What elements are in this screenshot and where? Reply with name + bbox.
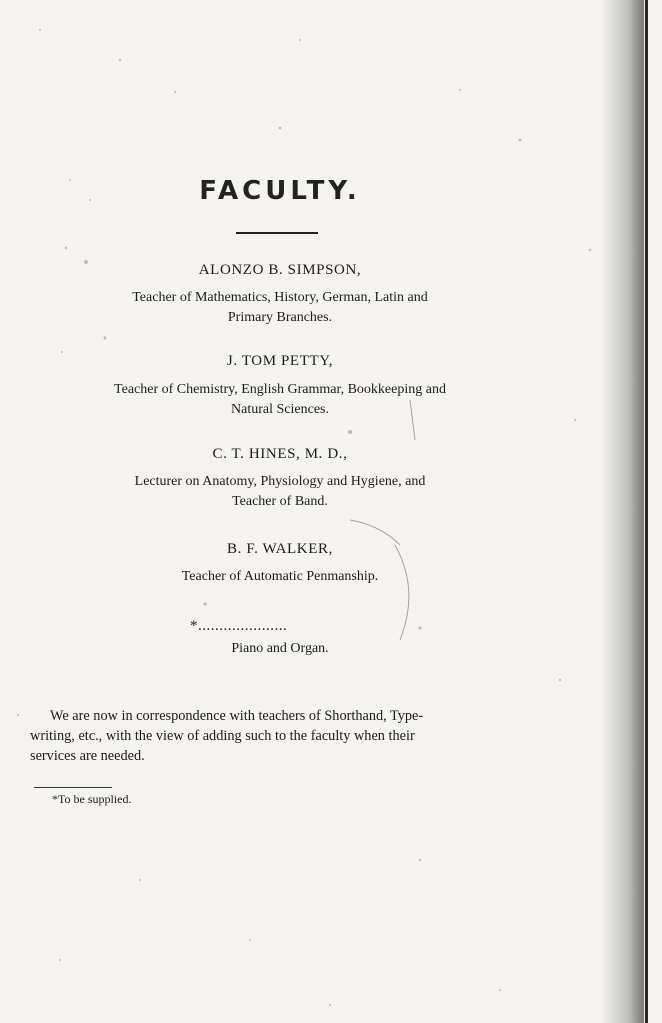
faculty-desc-walker <box>0 567 560 587</box>
notice-line: We are now in correspondence with teachers of Shorthand, Type- <box>50 708 424 724</box>
desc-line: Primary Branches. <box>227 310 333 325</box>
correspondence-notice <box>30 706 530 766</box>
notice-line: writing, etc., with the view of adding such to the faculty when their <box>30 728 415 744</box>
notice-line: services are needed. <box>30 748 145 764</box>
desc-line: Teacher of Chemistry, English Grammar, Bookkeeping and <box>114 382 446 397</box>
faculty-name-hines: C. T. HINES, M. D., <box>212 446 348 462</box>
footnote: *To be supplied. <box>52 792 132 806</box>
faculty-name-petty: J. TOM PETTY, <box>226 353 334 369</box>
page-edge-shadow <box>600 0 662 1023</box>
desc-line: Teacher of Band. <box>232 494 328 509</box>
vacancy-subject: Piano and Organ. <box>231 641 329 656</box>
faculty-desc-hines <box>0 472 560 512</box>
faculty-name-walker: B. F. WALKER, <box>227 541 333 557</box>
desc-line: Teacher of Automatic Penmanship. <box>181 569 379 584</box>
desc-line: Natural Sciences. <box>231 402 329 417</box>
faculty-name-simpson: ALONZO B. SIMPSON, <box>198 262 362 278</box>
title-rule <box>236 232 318 234</box>
desc-line: Lecturer on Anatomy, Physiology and Hygiene, and <box>134 474 426 489</box>
desc-line: Teacher of Mathematics, History, German, Latin and <box>132 290 428 305</box>
page-edge-line <box>645 0 648 1023</box>
page-title: FACULTY. <box>199 176 361 206</box>
footnote-rule <box>34 787 112 788</box>
faculty-desc-simpson <box>0 288 560 328</box>
faculty-desc-petty <box>0 380 560 420</box>
vacancy-placeholder: *..................... <box>190 618 288 634</box>
